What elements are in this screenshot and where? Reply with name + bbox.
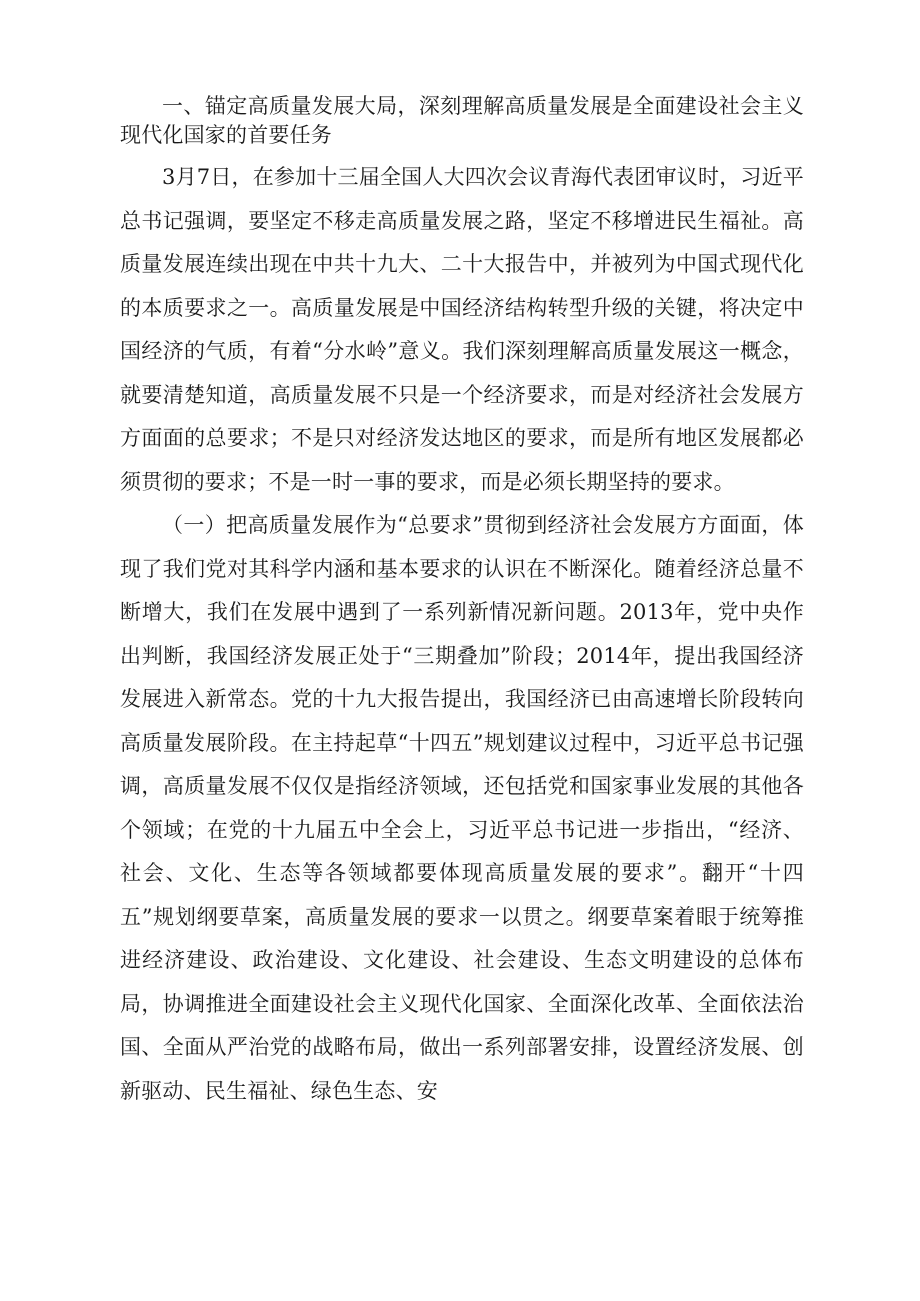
paragraph-intro: 3月7日，在参加十三届全国人大四次会议青海代表团审议时，习近平总书记强调，要坚定不移走高质量发展之路，坚定不移增进民生福祉。高质量发展连续出现在中共十九大、二十大报告中，并被列为中国式现代化的本质要求之一。高质量发展是中国经济结构转型升级的关键，将决定中国经济的气质，有着“分水岭”意义。我们深刻理解高质量发展这一概念，就要清楚知道，高质量发展不只是一个经济要求，而是对经济社会发展方方面面的总要求；不是只对经济发达地区的要求，而是所有地区发展都必须贯彻的要求；不是一时一事的要求，而是必须长期坚持的要求。 xyxy=(120,165,804,494)
section-heading: 一、锚定高质量发展大局，深刻理解高质量发展是全面建设社会主义现代化国家的首要任务 xyxy=(120,94,804,147)
paragraph-subsection-one: （一）把高质量发展作为“总要求”贯彻到经济社会发展方方面面，体现了我们党对其科学内涵和基本要求的认识在不断深化。随着经济总量不断增大，我们在发展中遇到了一系列新情况新问题。2013年，党中央作出判断，我国经济发展正处于“三期叠加”阶段；2014年，提出我国经济发展进入新常态。党的十九大报告提出，我国经济已由高速增长阶段转向高质量发展阶段。在主持起草“十四五”规划建议过程中，习近平总书记强调，高质量发展不仅仅是指经济领域，还包括党和国家事业发展的其他各个领域；在党的十九届五中全会上，习近平总书记进一步指出，“经济、社会、文化、生态等各领域都要体现高质量发展的要求”。翻开“十四五”规划纲要草案，高质量发展的要求一以贯之。纲要草案着眼于统筹推进经济建设、政治建设、文化建设、社会建设、生态文明建设的总体布局，协调推进全面建设社会主义现代化国家、全面深化改革、全面依法治国、全面从严治党的战略布局，做出一系列部署安排，设置经济发展、创新驱动、民生福祉、绿色生态、安 xyxy=(120,513,804,1103)
